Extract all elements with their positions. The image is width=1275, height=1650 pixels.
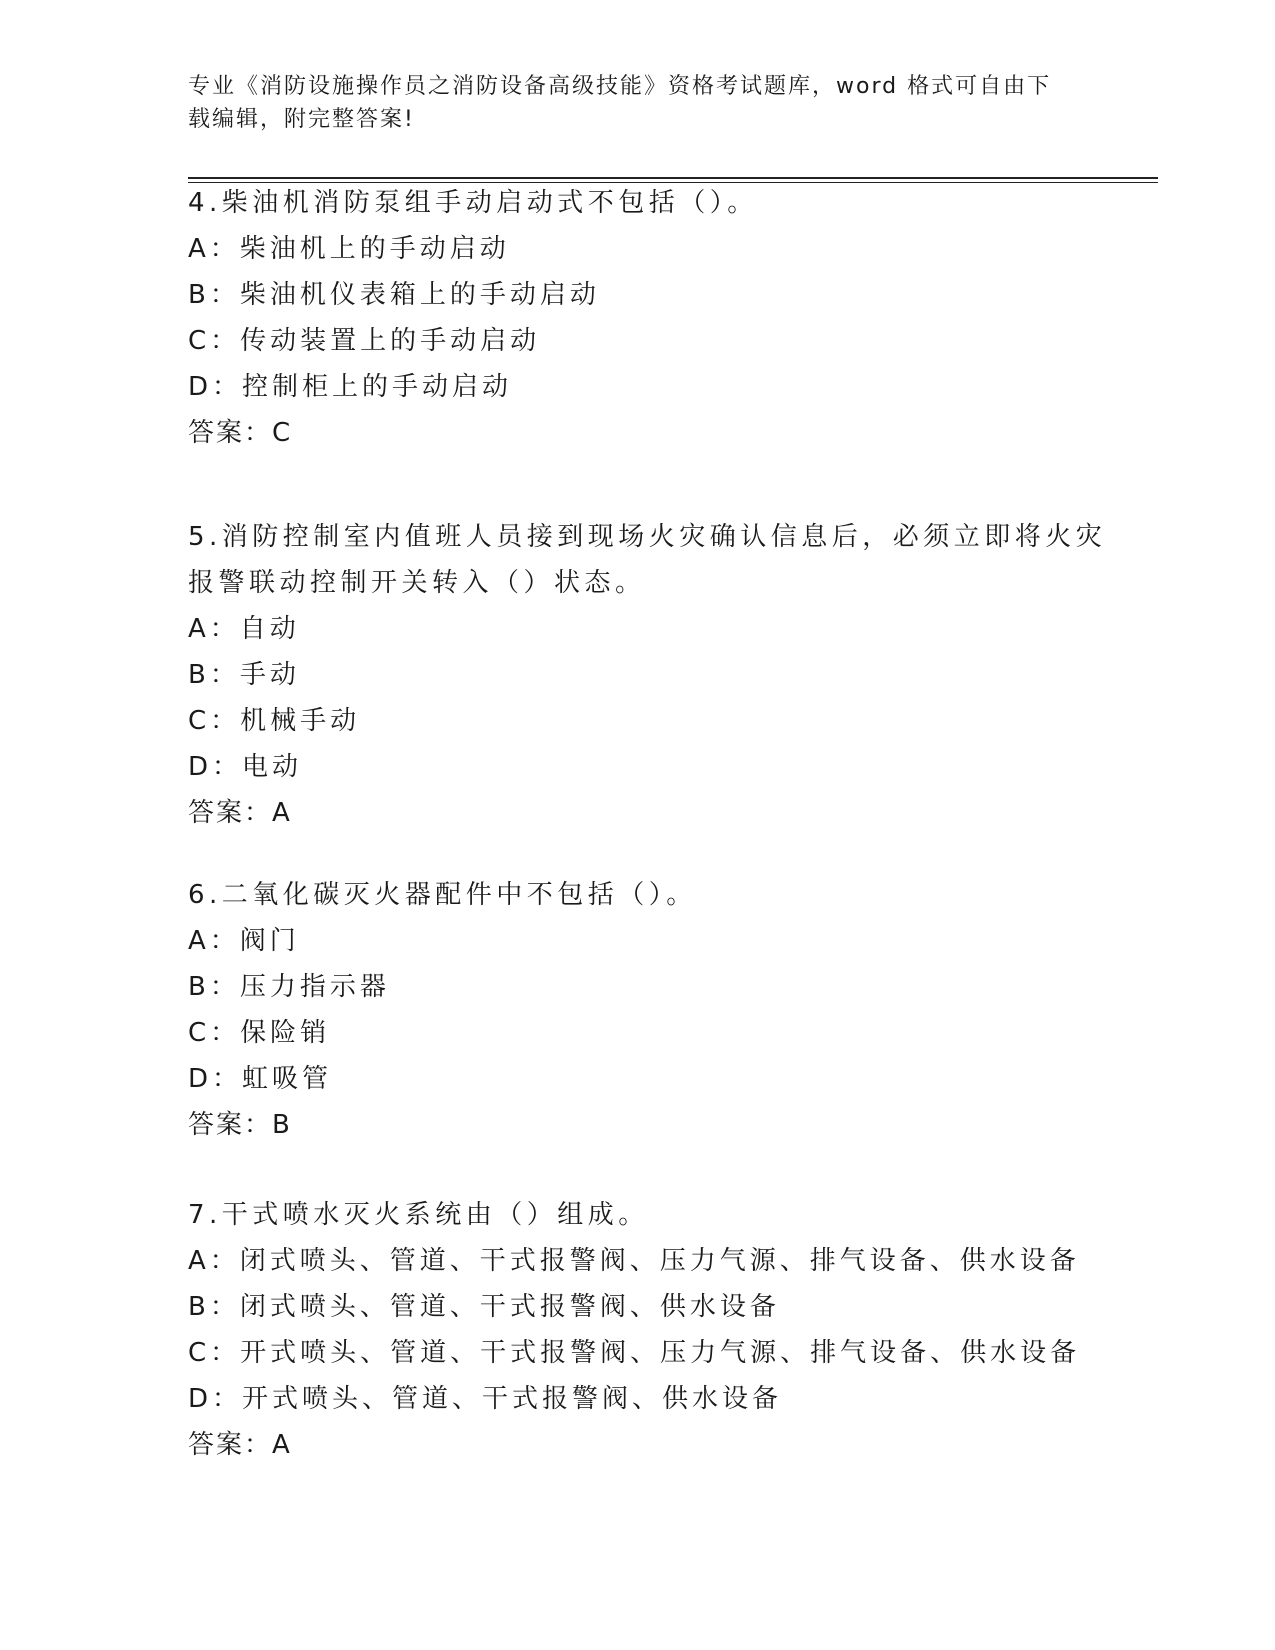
- answer-label: 答案：: [188, 1110, 273, 1140]
- question-stem: 4.柴油机消防泵组手动启动式不包括（）。: [188, 188, 758, 218]
- answer-label: 答案：: [188, 418, 273, 448]
- answer-value: C: [272, 418, 292, 448]
- option-b: B：柴油机仪表箱上的手动启动: [188, 280, 600, 310]
- answer-line: [188, 1422, 1188, 1468]
- option-c: C：传动装置上的手动启动: [188, 326, 541, 356]
- option-a: A：闭式喷头、管道、干式报警阀、压力气源、排气设备、供水设备: [188, 1246, 1080, 1276]
- option-c: C：机械手动: [188, 706, 361, 736]
- answer-line: [188, 410, 1188, 456]
- question-stem-line-2: 报警联动控制开关转入（）状态。: [188, 568, 646, 598]
- option-c: C：开式喷头、管道、干式报警阀、压力气源、排气设备、供水设备: [188, 1338, 1081, 1368]
- question-4: [188, 180, 1188, 456]
- option-b: B：压力指示器: [188, 972, 390, 1002]
- header-line-2: 载编辑，附完整答案!: [188, 107, 415, 132]
- option-b: B：手动: [188, 660, 300, 690]
- option-a: A：阀门: [188, 926, 300, 956]
- header-line-1: 专业《消防设施操作员之消防设备高级技能》资格考试题库，word 格式可自由下: [188, 74, 1052, 99]
- document-header: [188, 70, 1088, 136]
- question-6: [188, 872, 1188, 1148]
- option-d: D：控制柜上的手动启动: [188, 372, 513, 402]
- question-5: [188, 514, 1188, 836]
- option-a: A：自动: [188, 614, 300, 644]
- answer-value: A: [272, 798, 291, 828]
- option-d: D：电动: [188, 752, 303, 782]
- question-7: [188, 1192, 1188, 1468]
- option-d: D：开式喷头、管道、干式报警阀、供水设备: [188, 1384, 783, 1414]
- answer-value: A: [272, 1430, 291, 1460]
- question-stem-line-1: 5.消防控制室内值班人员接到现场火灾确认信息后，必须立即将火灾: [188, 522, 1107, 552]
- answer-label: 答案：: [188, 1430, 273, 1460]
- answer-line: [188, 790, 1188, 836]
- answer-value: B: [272, 1110, 291, 1140]
- answer-line: [188, 1102, 1188, 1148]
- option-a: A：柴油机上的手动启动: [188, 234, 510, 264]
- option-d: D：虹吸管: [188, 1064, 333, 1094]
- option-c: C：保险销: [188, 1018, 331, 1048]
- answer-label: 答案：: [188, 798, 273, 828]
- question-stem: 7.干式喷水灭火系统由（）组成。: [188, 1200, 649, 1230]
- option-b: B：闭式喷头、管道、干式报警阀、供水设备: [188, 1292, 780, 1322]
- question-stem: 6.二氧化碳灭火器配件中不包括（）。: [188, 880, 697, 910]
